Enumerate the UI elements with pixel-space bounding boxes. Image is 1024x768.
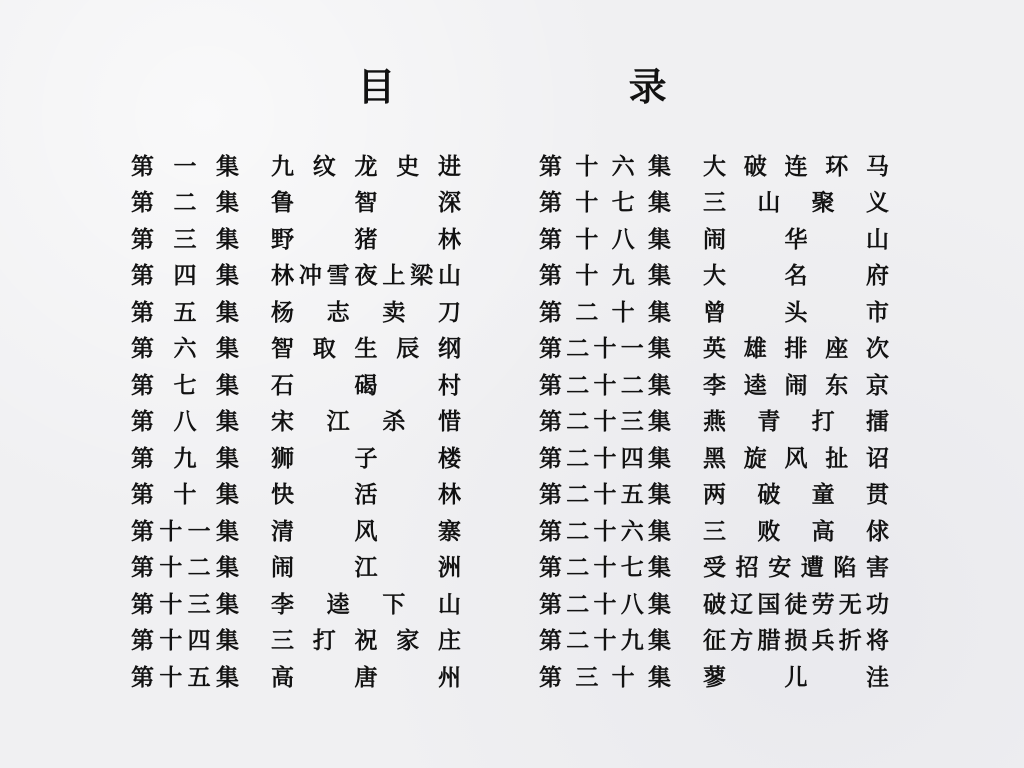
- toc-entry: [539, 365, 889, 402]
- episode-number: 第 二 集: [131, 190, 239, 217]
- episode-number: 第 六 集: [131, 336, 239, 363]
- episode-title: 英 雄 排 座 次: [703, 336, 889, 363]
- episode-title: 林 冲 雪 夜 上 梁 山: [271, 263, 461, 290]
- episode-title: 破 辽 国 徒 劳 无 功: [703, 591, 889, 618]
- episode-title: 两 破 童 贯: [703, 482, 889, 509]
- episode-number: 第 二 十 五 集: [539, 482, 671, 509]
- toc-entry: [539, 438, 889, 475]
- episode-title: 李 逵 下 山: [271, 591, 461, 618]
- episode-title: 闹 华 山: [703, 226, 889, 253]
- toc-entry: [131, 475, 461, 512]
- episode-number: 第 五 集: [131, 299, 239, 326]
- episode-number: 第 十 一 集: [131, 518, 239, 545]
- episode-number: 第 八 集: [131, 409, 239, 436]
- episode-number: 第 十 四 集: [131, 628, 239, 655]
- toc-entry: [539, 256, 889, 293]
- episode-title: 大 名 府: [703, 263, 889, 290]
- toc-entry: [131, 584, 461, 621]
- toc-entry: [539, 329, 889, 366]
- episode-number: 第 二 十 集: [539, 299, 671, 326]
- episode-number: 第 九 集: [131, 445, 239, 472]
- toc-entry: [131, 438, 461, 475]
- episode-title: 九 纹 龙 史 进: [271, 153, 461, 180]
- toc-left-column: [131, 146, 461, 694]
- episode-title: 蓼 儿 洼: [703, 664, 889, 691]
- toc-entry: [539, 548, 889, 585]
- toc-entry: [131, 657, 461, 694]
- toc-entry: [539, 475, 889, 512]
- page-title: 目 录: [357, 64, 777, 109]
- episode-title: 快 活 林: [271, 482, 461, 509]
- episode-title: 黑 旋 风 扯 诏: [703, 445, 889, 472]
- episode-title: 征 方 腊 损 兵 折 将: [703, 628, 889, 655]
- episode-number: 第 二 十 九 集: [539, 628, 671, 655]
- episode-number: 第 十 二 集: [131, 555, 239, 582]
- episode-number: 第 十 九 集: [539, 263, 671, 290]
- toc-right-column: [539, 146, 889, 694]
- toc-entry: [539, 402, 889, 439]
- episode-number: 第 二 十 一 集: [539, 336, 671, 363]
- episode-title: 受 招 安 遭 陷 害: [703, 555, 889, 582]
- toc-entry: [539, 292, 889, 329]
- episode-number: 第 三 集: [131, 226, 239, 253]
- episode-number: 第 二 十 七 集: [539, 555, 671, 582]
- episode-number: 第 七 集: [131, 372, 239, 399]
- toc-entry: [131, 548, 461, 585]
- episode-number: 第 二 十 二 集: [539, 372, 671, 399]
- episode-title: 杨 志 卖 刀: [271, 299, 461, 326]
- episode-number: 第 十 六 集: [539, 153, 671, 180]
- toc-entry: [131, 146, 461, 183]
- episode-title: 清 风 寨: [271, 518, 461, 545]
- episode-number: 第 十 五 集: [131, 664, 239, 691]
- episode-title: 曾 头 市: [703, 299, 889, 326]
- episode-title: 高 唐 州: [271, 664, 461, 691]
- episode-title: 狮 子 楼: [271, 445, 461, 472]
- episode-title: 李 逵 闹 东 京: [703, 372, 889, 399]
- episode-number: 第 十 三 集: [131, 591, 239, 618]
- toc-entry: [131, 183, 461, 220]
- episode-number: 第 十 八 集: [539, 226, 671, 253]
- episode-title: 智 取 生 辰 纲: [271, 336, 461, 363]
- toc-entry: [539, 584, 889, 621]
- toc-entry: [131, 402, 461, 439]
- toc-entry: [539, 511, 889, 548]
- toc-entry: [131, 511, 461, 548]
- episode-number: 第 十 七 集: [539, 190, 671, 217]
- episode-title: 三 打 祝 家 庄: [271, 628, 461, 655]
- episode-number: 第 二 十 八 集: [539, 591, 671, 618]
- toc-entry: [131, 219, 461, 256]
- episode-number: 第 二 十 三 集: [539, 409, 671, 436]
- toc-entry: [539, 146, 889, 183]
- toc-entry: [131, 365, 461, 402]
- episode-title: 三 山 聚 义: [703, 190, 889, 217]
- episode-number: 第 四 集: [131, 263, 239, 290]
- toc-entry: [131, 256, 461, 293]
- episode-title: 石 碣 村: [271, 372, 461, 399]
- toc-entry: [539, 219, 889, 256]
- episode-number: 第 二 十 四 集: [539, 445, 671, 472]
- episode-number: 第 十 集: [131, 482, 239, 509]
- episode-number: 第 一 集: [131, 153, 239, 180]
- episode-title: 大 破 连 环 马: [703, 153, 889, 180]
- episode-title: 宋 江 杀 惜: [271, 409, 461, 436]
- episode-title: 鲁 智 深: [271, 190, 461, 217]
- episode-title: 三 败 高 俅: [703, 518, 889, 545]
- toc-entry: [539, 657, 889, 694]
- episode-title: 野 猪 林: [271, 226, 461, 253]
- episode-number: 第 二 十 六 集: [539, 518, 671, 545]
- toc-entry: [131, 329, 461, 366]
- toc-entry: [131, 292, 461, 329]
- episode-title: 闹 江 洲: [271, 555, 461, 582]
- toc-entry: [131, 621, 461, 658]
- toc-entry: [539, 621, 889, 658]
- episode-number: 第 三 十 集: [539, 664, 671, 691]
- episode-title: 燕 青 打 擂: [703, 409, 889, 436]
- toc-entry: [539, 183, 889, 220]
